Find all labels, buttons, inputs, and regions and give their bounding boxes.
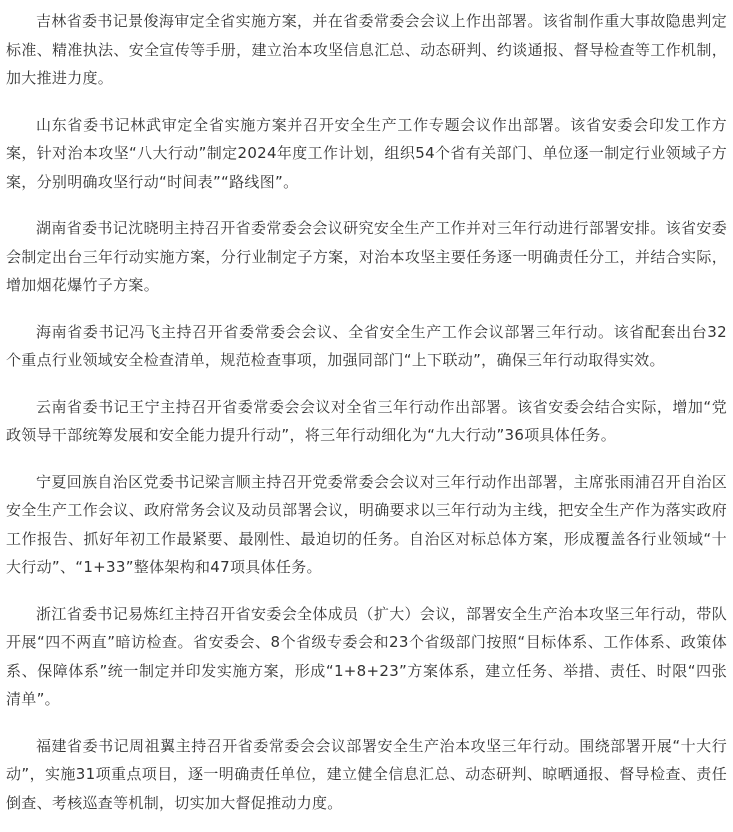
paragraph-fujian: 福建省委书记周祖翼主持召开省委常委会会议部署安全生产治本攻坚三年行动。围绕部署开展“十大行动”，实施31项重点项目，逐一明确责任单位，建立健全信息汇总、动态研判、晾晒通报、督导检查、责任倒查、考核巡查等机制，切实加大督促推动力度。 <box>6 736 727 812</box>
paragraph-yunnan: 云南省委书记王宁主持召开省委常委会会议对全省三年行动作出部署。该省安委会结合实际，增加“党政领导干部统筹发展和安全能力提升行动”，将三年行动细化为“九大行动”36项具体任务。 <box>6 397 727 444</box>
paragraph-zhejiang: 浙江省委书记易炼红主持召开省安委会全体成员（扩大）会议，部署安全生产治本攻坚三年行动，带队开展“四不两直”暗访检查。省安委会、8个省级专委会和23个省级部门按照“目标体系、工作体系、政策体系、保障体系”统一制定并印发实施方案，形成“1+8+23”方案体系，建立任务、举措、责任、时限“四张清单”。 <box>6 604 727 708</box>
paragraph-shandong: 山东省委书记林武审定全省实施方案并召开安全生产工作专题会议作出部署。该省安委会印发工作方案，针对治本攻坚“八大行动”制定2024年度工作计划，组织54个省有关部门、单位逐一制定行业领域子方案，分别明确攻坚行动“时间表”“路线图”。 <box>6 115 727 191</box>
article-body <box>0 7 733 817</box>
paragraph-hainan: 海南省委书记冯飞主持召开省委常委会会议、全省安全生产工作会议部署三年行动。该省配套出台32个重点行业领域安全检查清单，规范检查事项，加强同部门“上下联动”，确保三年行动取得实效。 <box>6 322 727 369</box>
paragraph-ningxia: 宁夏回族自治区党委书记梁言顺主持召开党委常委会会议对三年行动作出部署，主席张雨浦召开自治区安全生产工作会议、政府常务会议及动员部署会议，明确要求以三年行动为主线，把安全生产作为落实政府工作报告、抓好年初工作最紧要、最刚性、最迫切的任务。自治区对标总体方案，形成覆盖各行业领域“十大行动”、“1+33”整体架构和47项具体任务。 <box>6 472 727 576</box>
paragraph-hunan: 湖南省委书记沈晓明主持召开省委常委会会议研究安全生产工作并对三年行动进行部署安排。该省安委会制定出台三年行动实施方案，分行业制定子方案，对治本攻坚主要任务逐一明确责任分工，并结合实际，增加烟花爆竹子方案。 <box>6 219 727 294</box>
paragraph-jilin: 吉林省委书记景俊海审定全省实施方案，并在省委常委会会议上作出部署。该省制作重大事故隐患判定标准、精准执法、安全宣传等手册，建立治本攻坚信息汇总、动态研判、约谈通报、督导检查等工作机制，加大推进力度。 <box>6 12 727 87</box>
